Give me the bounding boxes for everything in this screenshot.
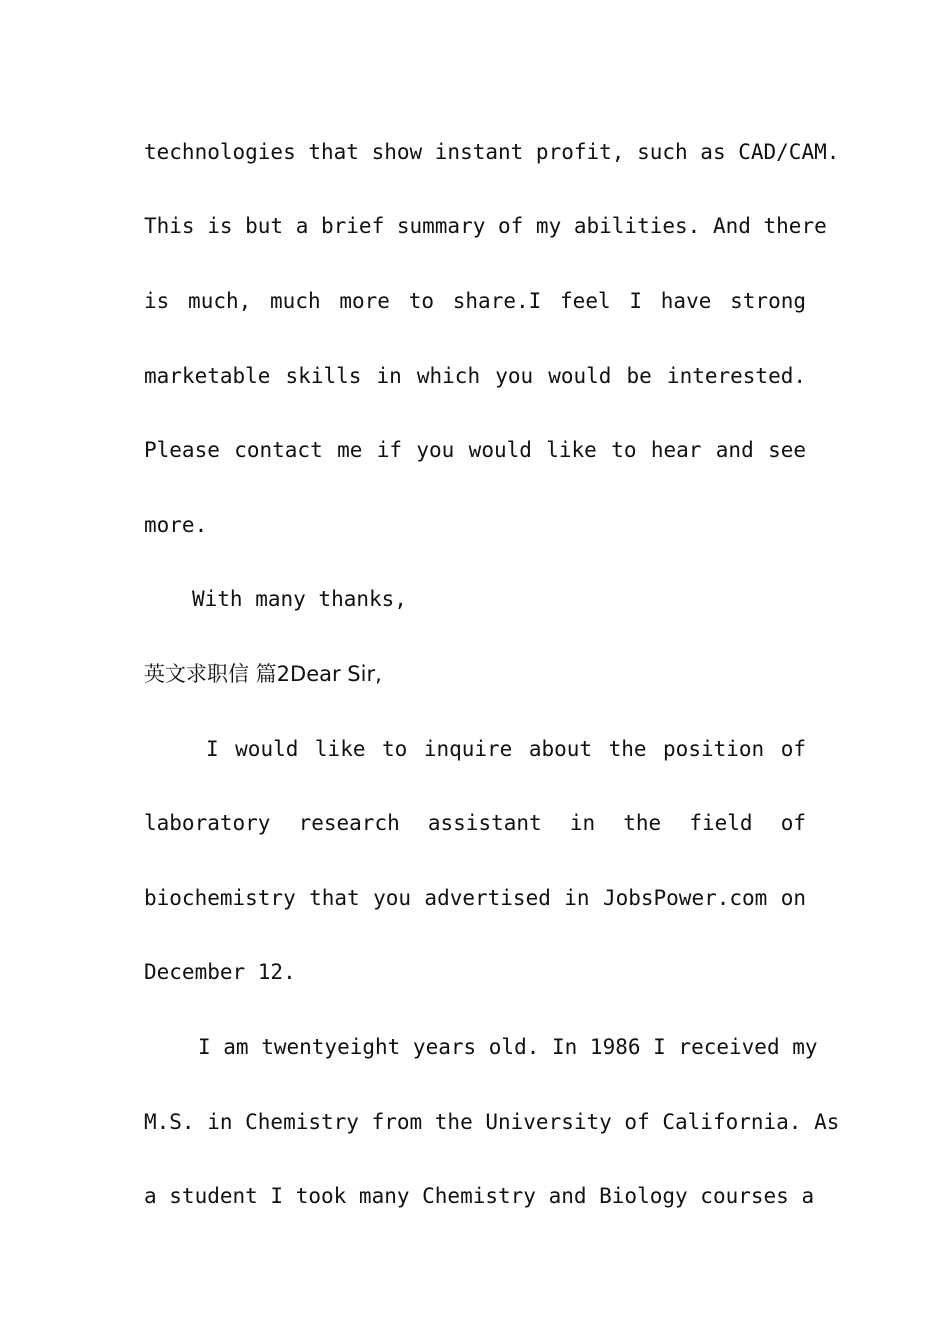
- body-text-line: Please contact me if you would like to hear and see: [144, 438, 806, 462]
- body-text-line: marketable skills in which you would be interested.: [144, 364, 806, 388]
- body-text-line: a student I took many Chemistry and Biology courses a: [144, 1184, 815, 1208]
- body-text-line: I am twentyeight years old. In 1986 I received my: [198, 1035, 818, 1059]
- body-text-line: I would like to inquire about the position of: [206, 737, 806, 761]
- body-text-line: December 12.: [144, 960, 296, 984]
- closing-line: With many thanks,: [192, 587, 407, 611]
- body-text-line: M.S. in Chemistry from the University of California. As: [144, 1110, 840, 1134]
- body-text-line: technologies that show instant profit, such as CAD/CAM.: [144, 140, 840, 164]
- body-text-line: laboratory research assistant in the field of: [144, 811, 806, 835]
- body-text-line: This is but a brief summary of my abilities. And there: [144, 214, 827, 238]
- section-heading-salutation: 英文求职信 篇2Dear Sir,: [144, 662, 382, 686]
- body-text-line: more.: [144, 513, 208, 537]
- body-text-line: is much, much more to share.I feel I have strong: [144, 289, 806, 313]
- body-text-line: biochemistry that you advertised in JobsPower.com on: [144, 886, 806, 910]
